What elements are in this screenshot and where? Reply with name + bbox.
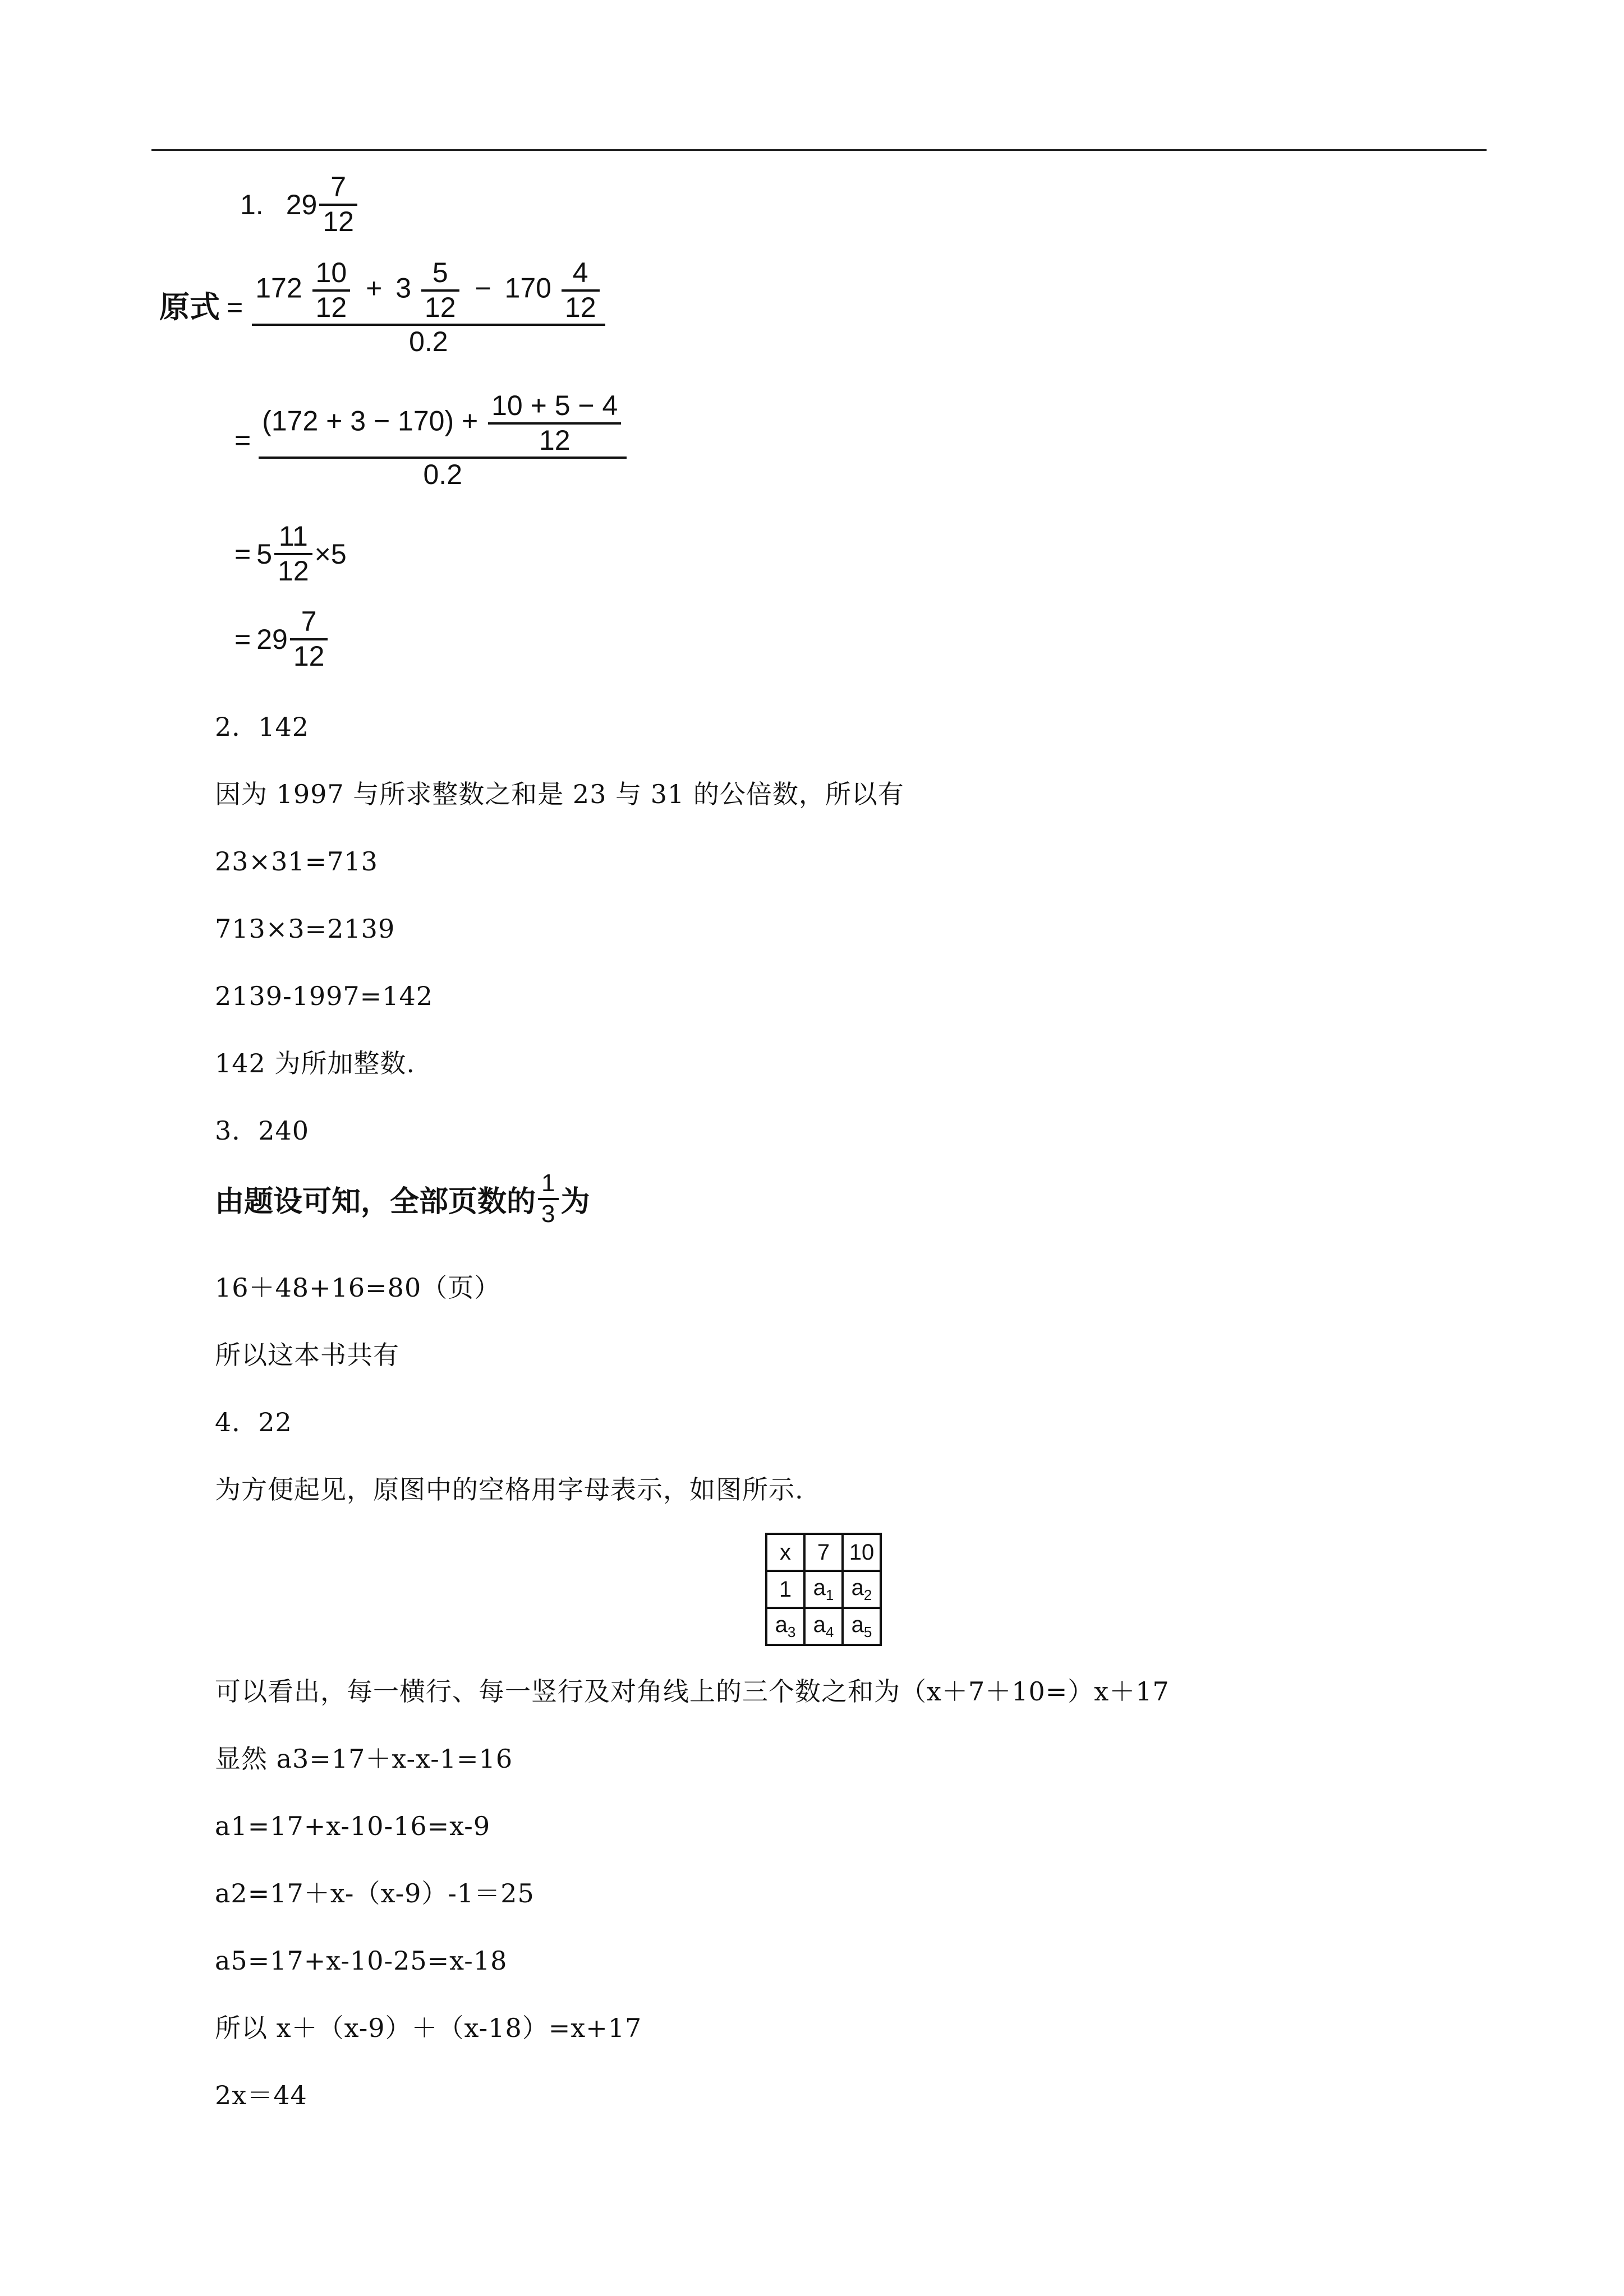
problem4-line: a5=17+x-10-25=x-18 — [215, 1945, 508, 1976]
problem4-line: 显然 a3=17＋x-x-1=16 — [215, 1744, 513, 1774]
problem3-line: 16＋48+16=80（页） — [215, 1273, 501, 1303]
grid-cell: 10 — [843, 1534, 881, 1571]
grid-cell: $a_1$ — [804, 1571, 843, 1608]
grid-cell: $a_2$ — [843, 1571, 881, 1608]
problem2-line: 2139-1997=142 — [215, 981, 434, 1011]
problem4-line: 可以看出，每一横行、每一竖行及对角线上的三个数之和为（x＋7＋10=）x＋17 — [215, 1676, 1170, 1707]
grid-cell: $a_5$ — [843, 1608, 881, 1645]
problem4-line: 2x＝44 — [215, 2080, 307, 2110]
problem3-intro: 由题设可知，全部页数的 $\frac{1}{3}$ 为 — [215, 1169, 590, 1228]
problem3-line: 所以这本书共有 — [215, 1340, 399, 1370]
grid-cell: x — [766, 1534, 804, 1571]
problem2-line: 713×3=2139 — [215, 914, 395, 944]
equation-line3: = 5 $\frac{11}{12}$ ×5 — [234, 520, 347, 587]
problem1-answer — [240, 171, 360, 238]
main-fraction-2: (172 + 3 − 170) + $\frac{10 + 5 - 4}{12}$ 0.2 — [259, 390, 627, 491]
grid-cell: 1 — [766, 1571, 804, 1608]
answer-fraction: $\frac{7}{12}$ — [319, 171, 357, 238]
problem1-number: 1. — [240, 188, 264, 220]
problem3-header: 3．240 — [215, 1115, 310, 1146]
answer-whole: 29 — [286, 188, 318, 220]
equation-line2: = (172 + 3 − 170) + $\frac{10 + 5 - 4}{12}$ 0.2 — [234, 390, 629, 491]
problem2-header: 2．142 — [215, 712, 310, 742]
problem2-line: 142 为所加整数. — [215, 1048, 416, 1078]
problem4-line: 所以 x＋（x-9）＋（x-18）=x+17 — [215, 2013, 642, 2043]
equation-line4: = 29 $\frac{7}{12}$ — [234, 606, 330, 672]
header-rule — [151, 149, 1487, 151]
problem4-header: 4．22 — [215, 1407, 292, 1437]
magic-square-grid — [765, 1533, 882, 1646]
grid-cell: $a_4$ — [804, 1608, 843, 1645]
problem4-line: a1=17+x-10-16=x-9 — [215, 1811, 491, 1841]
problem2-line: 因为 1997 与所求整数之和是 23 与 31 的公倍数，所以有 — [215, 779, 904, 809]
problem2-line: 23×31=713 — [215, 846, 378, 877]
equation-label: 原式 — [159, 291, 220, 325]
grid-cell: $a_3$ — [766, 1608, 804, 1645]
main-fraction-1: 172 $\frac{10}{12}$ + 3 $\frac{5}{12}$ − 170 $\frac{4}{12}$ 0.2 — [252, 257, 605, 358]
problem4-intro: 为方便起见，原图中的空格用字母表示，如图所示. — [215, 1474, 804, 1505]
equation-line1: 原式 = 172 $\frac{10}{12}$ + 3 $\frac{5}{12}$ − 170 $\frac{4}{12}$ 0.2 — [159, 257, 608, 358]
grid-cell: 7 — [804, 1534, 843, 1571]
problem4-line: a2=17＋x-（x-9）-1＝25 — [215, 1878, 535, 1908]
